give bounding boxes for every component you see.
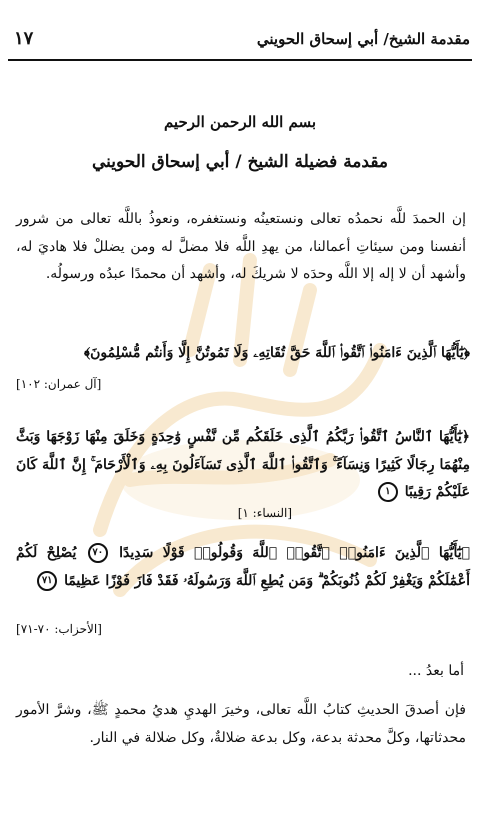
running-header-title: مقدمة الشيخ/ أبي إسحاق الحويني: [256, 30, 470, 48]
verse-2-text: ﴿يَٰٓأَيُّهَا ٱلنَّاسُ ٱتَّقُوا۟ رَبَّكُمُ ٱلَّذِى خَلَقَكُم مِّن نَّفْسٍ وَٰحِدَةٍ وَخَلَقَ مِنْهَا زَوْجَهَا وَبَثَّ مِنْهُمَا رِجَالًا كَثِيرًا وَنِسَآءً ۚ وَٱتَّقُوا۟ ٱللَّهَ ٱلَّذِى تَسَآءَلُونَ بِهِۦ وَٱلْأَرْحَامَ ۚ إِنَّ ٱللَّهَ كَانَ عَلَيْكُمْ رَقِيبًا: [16, 429, 470, 500]
quran-verse-3: [16, 540, 470, 595]
ayah-number-marker: ١: [378, 482, 398, 502]
verse-1-reference: [آل عمران: ١٠٢]: [16, 377, 102, 391]
amma-baad: أما بعدُ ...: [408, 663, 464, 679]
page-number: ١٧: [14, 28, 34, 49]
section-title: مقدمة فضيلة الشيخ / أبي إسحاق الحويني: [91, 152, 389, 172]
verse-3-text-part1: ﴿يَٰٓأَيُّهَا ٱلَّذِينَ ءَامَنُوا۟ ٱتَّقُوا۟ ٱللَّهَ وَقُولُوا۟ قَوْلًا سَدِيدًا: [119, 545, 471, 561]
quran-verse-2: [16, 424, 470, 507]
quran-verse-1: ﴿يَٰٓأَيُّهَا ٱلَّذِينَ ءَامَنُوا۟ ٱتَّقُوا۟ ٱللَّهَ حَقَّ تُقَاتِهِۦ وَلَا تَمُوتُنَّ إِلَّا وَأَنتُم مُّسْلِمُونَ﴾: [83, 345, 470, 361]
basmala: بسم الله الرحمن الرحيم: [163, 113, 317, 131]
ayah-number-marker: ٧١: [37, 571, 57, 591]
verse-3-text-part2: يُصْلِحْ لَكُمْ أَعْمَٰلَكُمْ وَيَغْفِرْ لَكُمْ ذُنُوبَكُمْ ۗ وَمَن يُطِعِ ٱللَّهَ وَرَسُولَهُۥ فَقَدْ فَازَ فَوْزًا عَظِيمًا: [16, 545, 470, 589]
ayah-number-marker: ٧٠: [88, 543, 108, 563]
header-divider: [8, 59, 472, 61]
verse-3-reference: [الأحزاب: ٧٠-٧١]: [16, 622, 102, 636]
verse-2-reference: [النساء: ١]: [237, 506, 292, 520]
closing-paragraph: فإن أصدقَ الحديثِ كتابُ اللَّه تعالى، وخيرَ الهديِ هديُ محمدٍ ﷺ، وشرَّ الأمور محدثاتها، وكلَّ محدثة بدعة، وكل بدعة ضلالةٌ، وكل ضلالة في النار.: [16, 702, 466, 746]
opening-paragraph: إن الحمدَ للَّه نحمدُه تعالى ونستعينُه ونستغفره، ونعوذُ باللَّه تعالى من شرور أنفسنا ومن سيئاتِ أعمالنا، من يهدِ اللَّه فلا مضلَّ له ومن يضللْ فلا هاديَ له، وأشهد أن لا إله إلا اللَّه وحدَه لا شريكَ له، وأشهد أن محمدًا عبدُه ورسولُه.: [16, 211, 466, 282]
